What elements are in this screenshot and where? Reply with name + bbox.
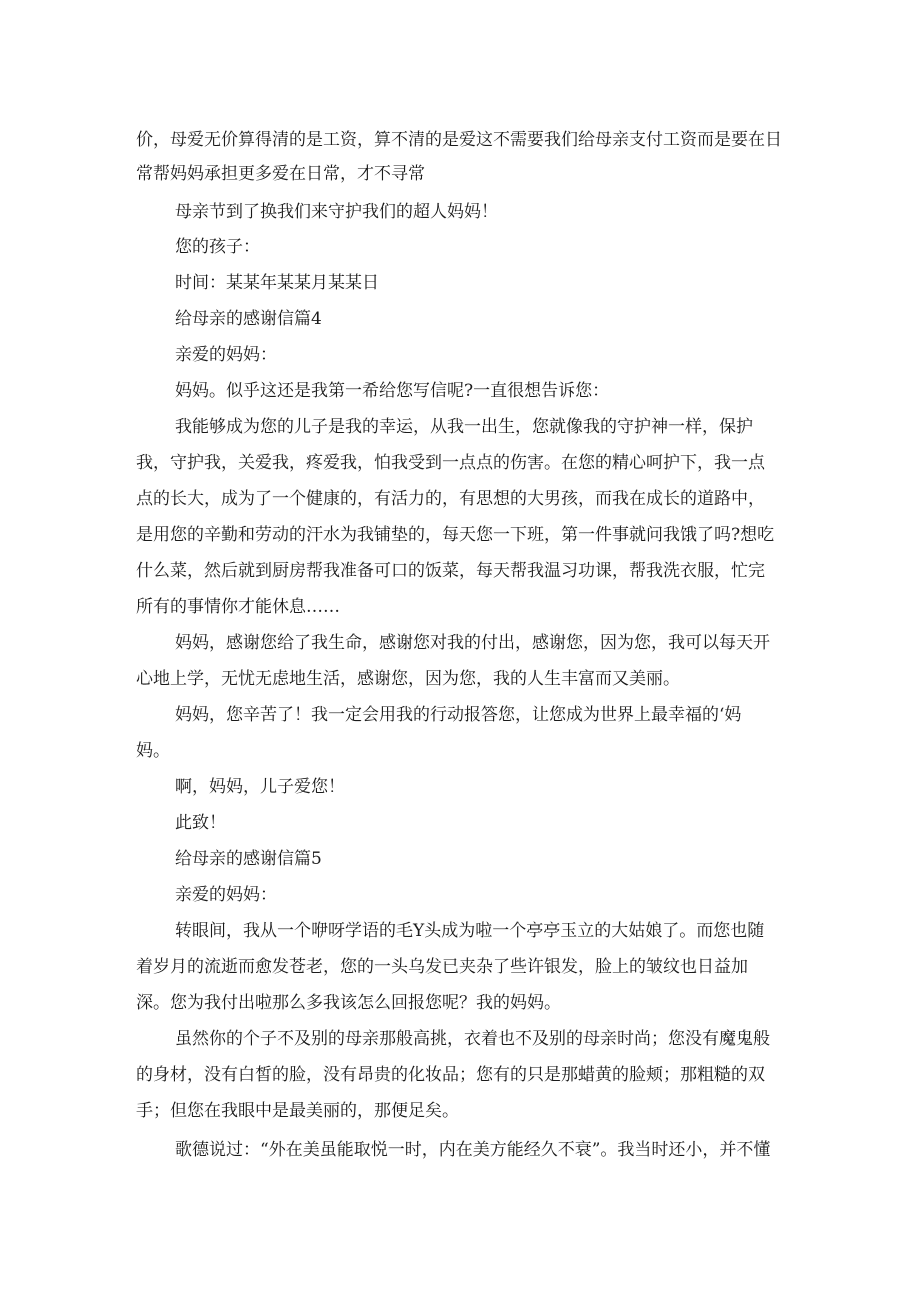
text-line: 妈妈，感谢您给了我生命，感谢您对我的付出，感谢您，因为您，我可以每天开 [175, 633, 770, 653]
salutation: 亲爱的妈妈： [175, 345, 277, 365]
text-line: 深。您为我付出啦那么多我该怎么回报您呢？我的妈妈。 [136, 993, 561, 1013]
text-line: 点的长大，成为了一个健康的，有活力的，有思想的大男孩，而我在成长的道路中， [136, 489, 765, 509]
section-heading: 给母亲的感谢信篇5 [175, 849, 322, 869]
text-line: 价，母爱无价算得清的是工资，算不清的是爱这不需要我们给母亲支付工资而是要在日 [136, 130, 782, 150]
text-line: 啊，妈妈，儿子爱您！ [175, 777, 345, 797]
text-line: 着岁月的流逝而愈发苍老，您的一头乌发已夹杂了些许银发，脸上的皱纹也日益加 [136, 957, 748, 977]
text-line: 您的孩子： [175, 237, 260, 257]
text-line: 妈妈。似乎这还是我第一希给您写信呢?一直很想告诉您： [175, 381, 610, 401]
text-line: 妈妈，您辛苦了！我一定会用我的行动报答您，让您成为世界上最幸福的‘妈 [175, 705, 742, 725]
text-line: 妈。 [136, 741, 170, 761]
text-line: 常帮妈妈承担更多爱在日常，才不寻常 [136, 164, 425, 184]
text-line: 母亲节到了换我们来守护我们的超人妈妈！ [175, 202, 498, 222]
text-line: 我能够成为您的儿子是我的幸运，从我一出生，您就像我的守护神一样，保护 [175, 417, 753, 437]
text-line: 手；但您在我眼中是最美丽的，那便足矣。 [136, 1101, 459, 1121]
salutation: 亲爱的妈妈： [175, 885, 277, 905]
text-line: 是用您的辛勤和劳动的汗水为我铺垫的，每天您一下班，第一件事就问我饿了吗?想吃 [136, 525, 775, 545]
text-line: 歌德说过：“外在美虽能取悦一时，内在美方能经久不衰”。我当时还小，并不懂 [175, 1140, 771, 1160]
section-heading: 给母亲的感谢信篇4 [175, 309, 322, 329]
text-line: 的身材，没有白皙的脸，没有昂贵的化妆品；您有的只是那蜡黄的脸颊；那粗糙的双 [136, 1065, 765, 1085]
closing: 此致！ [175, 813, 226, 833]
text-line: 什么菜，然后就到厨房帮我准备可口的饭菜，每天帮我温习功课，帮我洗衣服，忙完 [136, 561, 765, 581]
text-line: 虽然你的个子不及别的母亲那般高挑，衣着也不及别的母亲时尚；您没有魔鬼般 [175, 1029, 770, 1049]
text-line: 心地上学，无忧无虑地生活，感谢您，因为您，我的人生丰富而又美丽。 [136, 669, 680, 689]
text-line: 时间：某某年某某月某某日 [175, 273, 379, 293]
text-line: 转眼间，我从一个咿呀学语的毛Y头成为啦一个亭亭玉立的大姑娘了。而您也随 [175, 921, 765, 941]
text-line: 所有的事情你才能休息…… [136, 597, 340, 617]
text-line: 我，守护我，关爱我，疼爱我，怕我受到一点点的伤害。在您的精心呵护下，我一点 [136, 453, 765, 473]
